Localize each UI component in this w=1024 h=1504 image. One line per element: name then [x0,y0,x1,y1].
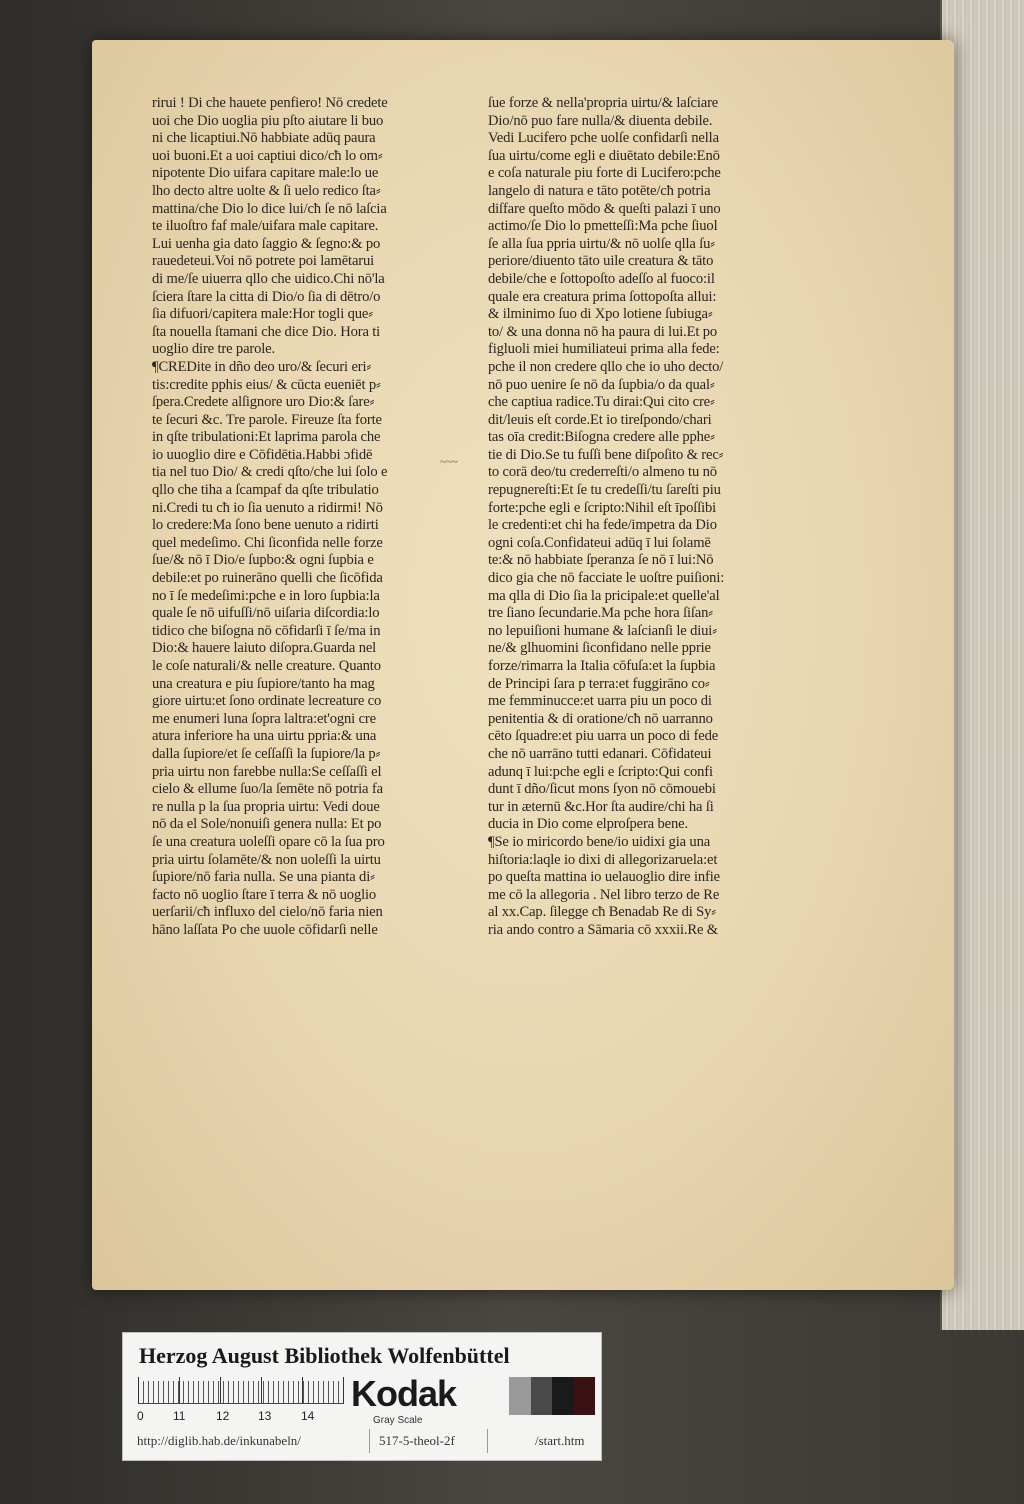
text-line: ſpera.Credete alſignore uro Dio:& ſare⸗ [152,394,375,411]
text-line: giore uirtu:et ſono ordinate lecreature co [152,693,382,710]
text-line: uoi buoni.Et a uoi captiui dico/cħ lo om⸗ [152,147,383,164]
ruler-label: 14 [301,1409,315,1423]
text-line: hiſtoria:laqle io dixi di allegorizaruela:et [488,851,718,868]
text-line: pria uirtu ſolamēte/& non uoleſſi la uirtu [152,851,381,868]
text-line: ſe una creatura uoleſſi opare cō la ſua pro [152,833,385,850]
text-line: quale ſe nō uifuſſi/nō uiſaria diſcordia:lo [152,605,380,622]
text-line: langelo di natura e tāto potēte/cħ potria [488,182,711,199]
divider [369,1429,370,1453]
text-line: forte:pche egli e ſcripto:Nihil eſt īpoſſibi [488,499,717,516]
text-line: ¶Se io miricordo bene/io uidixi gia una [488,833,711,850]
text-line: Dio/nō puo fare nulla/& diuenta debile. [488,112,713,129]
text-line: no lepuiſioni humane & laſcianſi le diui⸗ [488,622,717,639]
text-line: actimo/ſe Dio lo pmetteſſi:Ma pche ſiuol [488,218,718,235]
text-line: dunt ī dño/ſicut mons ſyon nō cōmouebi [488,781,716,798]
text-line: tis:credite pphis eius/ & cūcta eueniēt p⸗ [152,376,381,393]
library-color-card [122,1332,602,1461]
text-line: periore/diuento tāto uile creatura & tāto [488,253,714,270]
text-line: ſia difuori/capitera male:Hor togli que⸗ [152,306,373,323]
text-line: diſfare queſto mōdo & queſti palazi ī uno [488,200,721,217]
text-line: pria uirtu non farebbe nulla:Se ceſſaſſi el [152,763,382,780]
text-line: ne/& glhuomini ſiconfidano nelle pprie [488,640,711,657]
text-line: dit/leuis eſt corde.Et io tireſpondo/chari [488,411,712,428]
text-line: atura inferiore ha una uirtu ppria:& una [152,728,377,745]
text-line: cielo & ellume ſuo/la ſemēte nō potria fa [152,781,383,798]
text-line: cēto ſquadre:et piu uarra un poco di fede [488,728,719,745]
text-line: pche il non credere qllo che io uho decto/ [488,358,724,375]
text-line: le credenti:et chi ha fede/impetra da Dio [488,517,717,534]
divider [487,1429,488,1453]
text-line: Dio:& hauere laiuto diſopra.Guarda nel [152,640,377,657]
text-line: dico gia che nō facciate le uoſtre puiſioni: [488,570,725,587]
text-line: nō puo uenire ſe nō da ſupbia/o da qual⸗ [488,376,715,393]
text-line: ria ando contro a Sāmaria cō xxxii.Re & [488,921,719,938]
swatch-patch [509,1377,531,1415]
text-line: uoi che Dio uoglia piu pſto aiutare li buo [152,112,384,129]
text-line: to/ & una donna nō ha paura di lui.Et po [488,323,718,340]
text-line: tre ſiano ſecundarie.Ma pche hora ſiſan⸗ [488,605,713,622]
text-line: quel medeſimo. Chi ſiconfida nelle forze [152,534,383,551]
ruler-label: 11 [173,1409,186,1423]
text-line: no ī ſe medeſimi:pche e in loro ſupbia:la [152,587,380,604]
text-line: io uuoglio dire e Cōfidētia.Habbi ɔfidē [152,446,373,463]
library-url: http://diglib.hab.de/inkunabeln/ [137,1433,301,1448]
text-line: ma qlla di Dio ſia la pricipale:et quelle'al [488,587,720,604]
shelfmark: 517-5-theol-2f [379,1433,455,1448]
text-line: & ilminimo ſuo di Xpo lotiene ſubiuga⸗ [488,306,713,323]
text-line: rauedeteui.Voi nō potrete poi lamētarui [152,253,375,270]
ruler-label: 13 [258,1409,272,1423]
text-line: nō da el Sole/nonuiſi genera nulla: Et po [152,816,382,833]
text-line: tie di Dio.Se tu fuſſi bene diſpoſito & rec⸗ [488,446,724,463]
text-line: uoglio dire tre parole. [152,341,275,358]
text-line: de Principi ſara p terra:et fuggirāno co⸗ [488,675,710,692]
kodak-logo: Kodak [351,1373,457,1414]
text-line: facto nō uoglio ſtare ī terra & nō uoglio [152,886,377,903]
ruler-label: 12 [216,1409,230,1423]
text-line: qllo che tiha a ſcampaf da qſte tribulatio [152,482,379,499]
text-line: me enumeri luna ſopra laltra:et'ogni cre [152,710,376,727]
text-line: po queſta mattina io uelauoglio dire infie [488,869,720,886]
text-line: to corā deo/tu crederreſti/o almeno tu nō [488,464,717,481]
text-line: penitentia & di oratione/cħ nō uarranno [488,710,713,727]
text-line: mattina/che Dio lo dice lui/cħ ſe nō laſcia [152,200,387,217]
text-line: tas oīa credit:Biſogna credere alle pphe⸗ [488,429,715,446]
start-link: /start.htm [535,1433,585,1448]
text-line: tia nel tuo Dio/ & credi qſto/che lui ſolo e [152,464,388,481]
text-line: e coſa naturale piu forte di Lucifero:pche [488,165,721,182]
text-line: che nō uarrāno tutti edanari. Cōfidateui [488,745,712,762]
text-line: me femminucce:et uarra piu un poco di [488,693,712,710]
text-line: Vedi Lucifero pche uolſe confidarſi nella [488,130,719,147]
text-line: in qſte tribulationi:Et laprima parola che [152,429,381,446]
text-line: che captiua radice.Tu dirai:Qui cito cre⸗ [488,394,715,411]
text-line: te ſecuri &c. Tre parole. Fireuze ſta forte [152,411,382,428]
margin-mark: ~~~ [440,456,458,468]
text-line: quale era creatura prima ſottopoſta allui: [488,288,717,305]
gray-scale-swatch [509,1377,595,1415]
swatch-patch [531,1377,553,1415]
text-line: hāno laſſata Po che uuole cōfidarſi nelle [152,921,378,938]
text-line: uerſarii/cħ influxo del cielo/nō faria nien [152,904,383,921]
text-line: lo credere:Ma ſono bene uenuto a ridirti [152,517,379,534]
swatch-patch [552,1377,574,1415]
text-line: ſue/& nō ī Dio/e ſupbo:& ogni ſupbia e [152,552,374,569]
text-line: te iluoſtro faf male/uifara male capitare. [152,218,379,235]
text-line: le coſe naturali/& nelle creature. Quanto [152,658,381,674]
left-text-column [152,95,448,940]
text-line: ni.Credi tu cħ io ſia uenuto a ridirmi! Nō [152,499,383,516]
text-line: ni che licaptiui.Nō habbiate adūq paura [152,130,376,147]
ruler-label: 0 [137,1409,144,1423]
library-name: Herzog August Bibliothek Wolfenbüttel [139,1343,510,1368]
text-line: dalla ſupiore/et ſe ceſſaſſi la ſupiore/la p⸗ [152,745,381,762]
scale-ruler-major-ticks [138,1377,344,1403]
text-line: ſua uirtu/come egli e diuētato debile:Enō [488,147,720,164]
text-line: ſta nouella ſtamani che dice Dio. Hora ti [152,323,381,340]
text-line: ſupiore/nō faria nulla. Se una pianta di⸗ [152,869,375,886]
text-line: re nulla p la ſua propria uirtu: Vedi doue [152,798,380,815]
text-line: me cō la allegoria . Nel libro terzo de Re [488,886,720,903]
text-line: nipotente Dio uifara capitare male:lo ue [152,165,379,182]
text-line: repugnereſti:Et ſe tu credeſſi/tu ſareſti piu [488,482,721,499]
text-line: adunq ī lui:pche egli e ſcripto:Qui confi [488,763,713,780]
text-line: tur in æternū &c.Hor ſta audire/chi ha ſi [488,798,714,815]
text-line: al xx.Cap. ſilegge cħ Benadab Re di Sy⸗ [488,904,716,921]
right-text-column [488,95,784,940]
text-line: ducia in Dio come elproſpera bene. [488,816,688,833]
text-line: di me/ſe uiuerra qllo che uidico.Chi nō'la [152,270,385,287]
text-line: ¶CREDite in dño deo uro/& ſecuri eri⸗ [152,358,372,375]
text-line: Lui uenha gia dato ſaggio & ſegno:& po [152,235,381,252]
text-line: una creatura e piu ſupiore/tanto ha mag [152,675,375,692]
text-line: debile:et po ruinerāno quelli che ſicōfida [152,570,383,587]
text-line: figluoli miei humiliateui prima alla fede: [488,341,720,358]
text-line: te:& nō habbiate ſperanza ſe nō ī lui:Nō [488,552,714,569]
text-line: ſe alla ſua ppria uirtu/& nō uolſe qlla ſu⸗ [488,235,715,252]
text-line: debile/che e ſottopoſto adeſſo al fuoco:il [488,270,715,287]
swatch-patch [574,1377,596,1415]
text-line: ogni coſa.Confidateui adūq ī lui ſolamē [488,534,711,551]
text-line: rirui ! Di che hauete penfiero! Nō credete [152,95,388,111]
text-line: forze/rimarra la Italia cōfuſa:et la ſupbia [488,658,716,674]
text-line: ſue forze & nella'propria uirtu/& laſciare [488,95,719,111]
text-line: lho decto altre uolte & ſi uelo redico ſta⸗ [152,182,381,199]
gray-scale-label: Gray Scale [373,1415,423,1426]
text-line: tidico che biſogna nō cōfidarſi ī ſe/ma in [152,622,381,639]
text-line: ſciera ſtare la citta di Dio/o ſia di dētro/o [152,288,381,305]
